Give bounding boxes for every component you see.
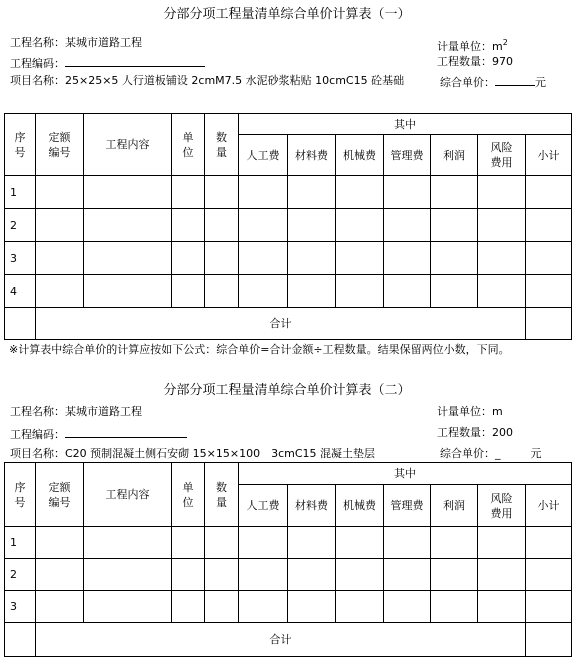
table2-header-machine: 机械费 bbox=[336, 485, 384, 527]
table1-unit-price-label: 综合单价： bbox=[440, 76, 495, 89]
table2-header-unit: 单 位 bbox=[172, 463, 205, 527]
table2-unit: 计量单位：m bbox=[437, 405, 503, 418]
table-row bbox=[5, 275, 572, 308]
table1-header-material: 材料费 bbox=[288, 135, 336, 176]
table2-header-qty: 数 量 bbox=[205, 463, 239, 527]
table2-grid bbox=[4, 462, 572, 657]
table1-project-code-label: 工程编码： bbox=[10, 57, 65, 70]
row-number: 2 bbox=[5, 559, 36, 591]
table2-header-mgmt: 管理费 bbox=[384, 485, 431, 527]
row-number: 2 bbox=[5, 209, 36, 242]
table2-unit-price bbox=[440, 447, 542, 461]
table2-quantity: 工程数量：200 bbox=[437, 426, 513, 439]
row-number: 3 bbox=[5, 242, 36, 275]
table1-header-qty: 数 量 bbox=[205, 114, 239, 176]
table1-unit-price-blank bbox=[495, 74, 535, 86]
table1-quantity: 工程数量：970 bbox=[437, 55, 513, 68]
table2-project-name: 工程名称：某城市道路工程 bbox=[10, 405, 142, 418]
table2-unit-price-suffix: 元 bbox=[530, 447, 542, 460]
table1-header-machine: 机械费 bbox=[336, 135, 384, 176]
table1-item-name: 项目名称：25×25×5 人行道板铺设 2cmM7.5 水泥砂浆粘贴 10cmC15 砼基础 bbox=[10, 74, 405, 87]
table2-header-material: 材料费 bbox=[288, 485, 336, 527]
row-number: 1 bbox=[5, 176, 36, 209]
table2-header-profit: 利润 bbox=[431, 485, 478, 527]
table-row bbox=[5, 209, 572, 242]
table1-total-row bbox=[5, 308, 572, 340]
table1-total-label: 合计 bbox=[36, 308, 526, 340]
table2-project-code bbox=[10, 426, 187, 442]
table-row bbox=[5, 176, 572, 209]
table2-header-content: 工程内容 bbox=[84, 463, 172, 527]
table1-project-name: 工程名称：某城市道路工程 bbox=[10, 36, 142, 49]
row-number: 3 bbox=[5, 591, 36, 623]
table1-project-code-blank bbox=[65, 55, 205, 67]
table1-header-code: 定额 编号 bbox=[36, 114, 84, 176]
table1-header-group: 其中 bbox=[239, 114, 572, 135]
table2-header-subtotal: 小计 bbox=[526, 485, 572, 527]
table2-header-seq: 序 号 bbox=[5, 463, 36, 527]
table1-unit bbox=[437, 36, 508, 54]
table1-unit-sup: 2 bbox=[502, 38, 508, 47]
table1-unit-price-suffix: 元 bbox=[535, 76, 546, 89]
table1-grid bbox=[4, 113, 572, 340]
row-number: 4 bbox=[5, 275, 36, 308]
row-number: 1 bbox=[5, 527, 36, 559]
table2-total-row bbox=[5, 623, 572, 657]
formula-note: ※计算表中综合单价的计算应按如下公式：综合单价=合计金额÷工程数量。结果保留两位小数，下同。 bbox=[9, 343, 510, 356]
table-row bbox=[5, 527, 572, 559]
table1-unit-label: 计量单位：m bbox=[437, 40, 503, 53]
table2-project-code-blank bbox=[65, 426, 187, 438]
table1-header-unit: 单 位 bbox=[172, 114, 205, 176]
table1-header-subtotal: 小计 bbox=[526, 135, 572, 176]
table2-unit-price-label: 综合单价：_ bbox=[440, 447, 501, 460]
table1-header-risk: 风险 费用 bbox=[478, 135, 526, 176]
table2-header-risk: 风险 费用 bbox=[478, 485, 526, 527]
table1-unit-price bbox=[440, 74, 546, 90]
table1-header-mgmt: 管理费 bbox=[384, 135, 431, 176]
table2-header-code: 定额 编号 bbox=[36, 463, 84, 527]
table1-title: 分部分项工程量清单综合单价计算表（一） bbox=[163, 7, 411, 22]
table1-header-content: 工程内容 bbox=[84, 114, 172, 176]
table1-header-labor: 人工费 bbox=[239, 135, 288, 176]
table-row bbox=[5, 591, 572, 623]
table2-header-group: 其中 bbox=[239, 463, 572, 485]
table2-item-name: 项目名称：C20 预制混凝土侧石安砌 15×15×100 3cmC15 混凝土垫层 bbox=[10, 447, 376, 460]
table2-total-label: 合计 bbox=[36, 623, 526, 657]
table2-header-labor: 人工费 bbox=[239, 485, 288, 527]
table1-header-seq: 序 号 bbox=[5, 114, 36, 176]
table2-title: 分部分项工程量清单综合单价计算表（二） bbox=[163, 383, 411, 398]
table1-header-profit: 利润 bbox=[431, 135, 478, 176]
table2-project-code-label: 工程编码： bbox=[10, 428, 65, 441]
table-row bbox=[5, 242, 572, 275]
table1-project-code bbox=[10, 55, 205, 71]
table-row bbox=[5, 559, 572, 591]
